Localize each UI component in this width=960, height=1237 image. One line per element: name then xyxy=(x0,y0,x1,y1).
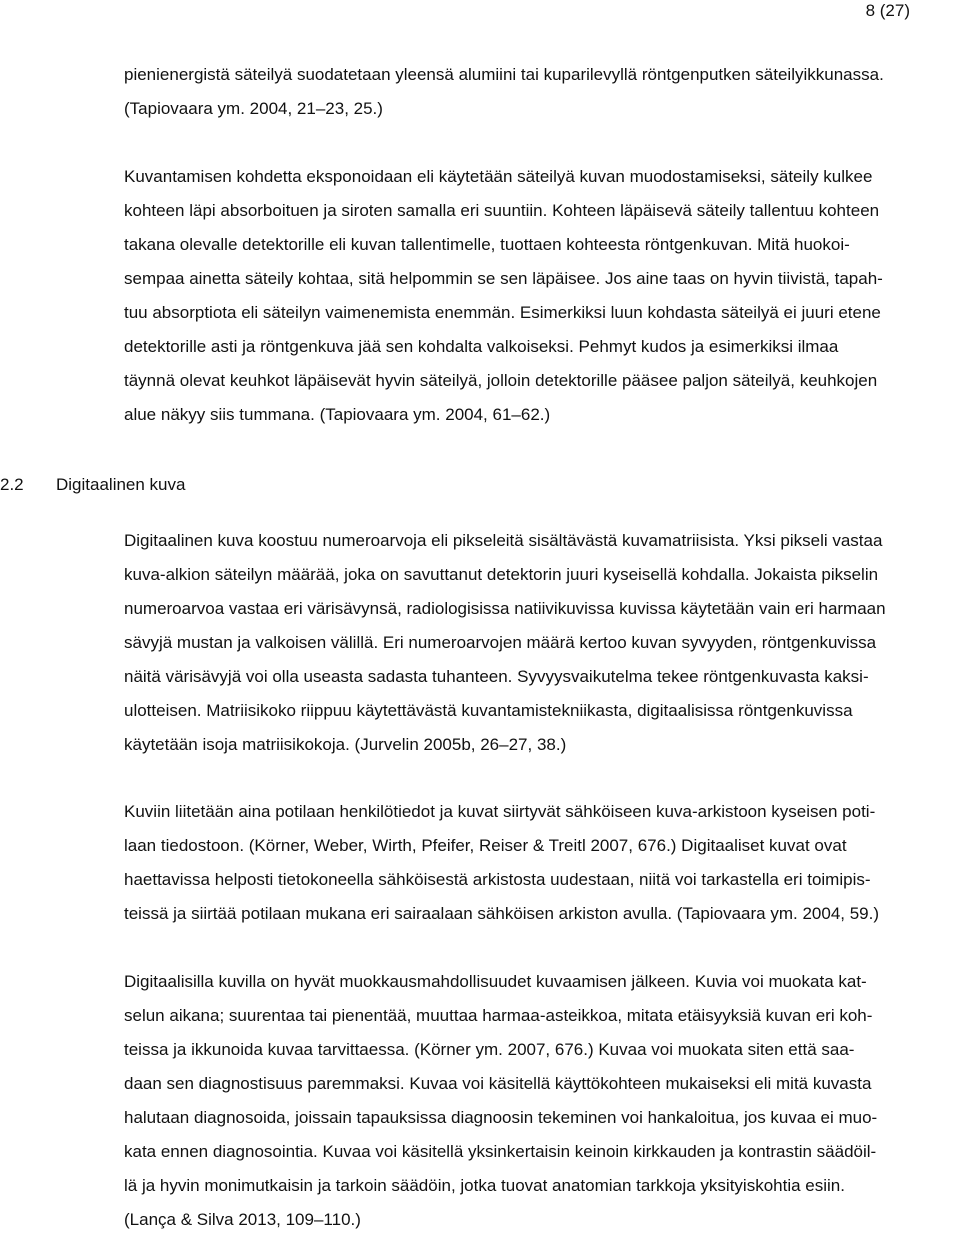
text-line: daan sen diagnostisuus paremmaksi. Kuvaa voi käsitellä käyttökohteen mukaiseksi eli mitä kuvasta xyxy=(124,1074,872,1093)
paragraph-radiation-imaging xyxy=(124,160,960,432)
section-title: Digitaalinen kuva xyxy=(56,475,186,494)
text-line: laan tiedostoon. (Körner, Weber, Wirth, Pfeifer, Reiser & Treitl 2007, 676.) Digitaaliset kuvat ovat xyxy=(124,836,847,855)
section-number: 2.2 xyxy=(0,475,24,494)
text-line: (Tapiovaara ym. 2004, 21–23, 25.) xyxy=(124,99,383,118)
paragraph-image-editing xyxy=(124,965,960,1237)
text-line: Kuviin liitetään aina potilaan henkilötiedot ja kuvat siirtyvät sähköiseen kuva-arkistoon kyseisen poti- xyxy=(124,802,876,821)
text-line: Kuvantamisen kohdetta eksponoidaan eli käytetään säteilyä kuvan muodostamiseksi, säteily kulkee xyxy=(124,167,873,186)
text-line: Digitaalinen kuva koostuu numeroarvoja eli pikseleitä sisältävästä kuvamatriisista. Yksi pikseli vastaa xyxy=(124,531,883,550)
text-line: tuu absorptiota eli säteilyn vaimenemista enemmän. Esimerkiksi luun kohdasta säteilyä ei juuri etene xyxy=(124,303,881,322)
paragraph-digital-image xyxy=(124,524,960,762)
text-line: täynnä olevat keuhkot läpäisevät hyvin säteilyä, jolloin detektorille pääsee paljon säteilyä, keuhkojen xyxy=(124,371,878,390)
text-line: käytetään isoja matriisikokoja. (Jurvelin 2005b, 26–27, 38.) xyxy=(124,735,567,754)
paragraph-archiving xyxy=(124,795,960,931)
section-heading xyxy=(0,470,185,500)
text-line: Digitaalisilla kuvilla on hyvät muokkausmahdollisuudet kuvaamisen jälkeen. Kuvia voi muokata kat- xyxy=(124,972,867,991)
intro-paragraph xyxy=(124,58,960,126)
page-number: 8 (27) xyxy=(865,1,910,20)
text-line: numeroarvoa vastaa eri värisävynsä, radiologisissa natiivikuvissa kuvissa käytetään vain eri harmaan xyxy=(124,599,886,618)
text-line: (Lança & Silva 2013, 109–110.) xyxy=(124,1210,361,1229)
text-line: ulotteisen. Matriisikoko riippuu käytettävästä kuvantamistekniikasta, digitaalisissa röntgenkuvissa xyxy=(124,701,853,720)
text-line: sävyjä mustan ja valkoisen välillä. Eri numeroarvojen määrä kertoo kuvan syvyyden, röntgenkuvissa xyxy=(124,633,877,652)
text-line: kohteen läpi absorboituen ja siroten samalla eri suuntiin. Kohteen läpäisevä säteily tallentuu kohteen xyxy=(124,201,880,220)
text-line: detektorille asti ja röntgenkuva jää sen kohdalta valkoiseksi. Pehmyt kudos ja esimerkiksi ilmaa xyxy=(124,337,839,356)
text-line: kata ennen diagnosointia. Kuvaa voi käsitellä yksinkertaisin keinoin kirkkauden ja kontrastin säädöil- xyxy=(124,1142,877,1161)
text-line: teissä ja siirtää potilaan mukana eri sairaalaan sähköisen arkiston avulla. (Tapiovaara ym. 2004, 59.) xyxy=(124,904,880,923)
text-line: halutaan diagnosoida, joissain tapauksissa diagnoosin tekeminen voi hankaloitua, jos kuvaa ei muo- xyxy=(124,1108,878,1127)
text-line: haettavissa helposti tietokoneella sähköisestä arkistosta uudestaan, niitä voi tarkastella eri toimipis- xyxy=(124,870,871,889)
text-line: sempaa ainetta säteily kohtaa, sitä helpommin se sen läpäisee. Jos aine taas on hyvin tiivistä, tapah- xyxy=(124,269,883,288)
text-line: lä ja hyvin monimutkaisin ja tarkoin säädöin, jotka tuovat anatomian tarkkoja yksityiskohtia esiin. xyxy=(124,1176,845,1195)
text-line: näitä värisävyjä voi olla useasta sadasta tuhanteen. Syvyysvaikutelma tekee röntgenkuvasta kaksi- xyxy=(124,667,869,686)
text-line: selun aikana; suurentaa tai pienentää, muuttaa harmaa-asteikkoa, mitata etäisyyksiä kuvan eri koh- xyxy=(124,1006,873,1025)
text-line: pienienergistä säteilyä suodatetaan yleensä alumiini tai kuparilevyllä röntgenputken säteilyikkunassa. xyxy=(124,65,884,84)
text-line: alue näkyy siis tummana. (Tapiovaara ym. 2004, 61–62.) xyxy=(124,405,551,424)
text-line: teissa ja ikkunoida kuvaa tarvittaessa. (Körner ym. 2007, 676.) Kuvaa voi muokata siten että saa- xyxy=(124,1040,855,1059)
text-line: takana olevalle detektorille eli kuvan tallentimelle, tuottaen kohteesta röntgenkuvan. Mitä huokoi- xyxy=(124,235,850,254)
text-line: kuva-alkion säteilyn määrää, joka on savuttanut detektorin juuri kyseisellä kohdalla. Jokaista pikselin xyxy=(124,565,879,584)
